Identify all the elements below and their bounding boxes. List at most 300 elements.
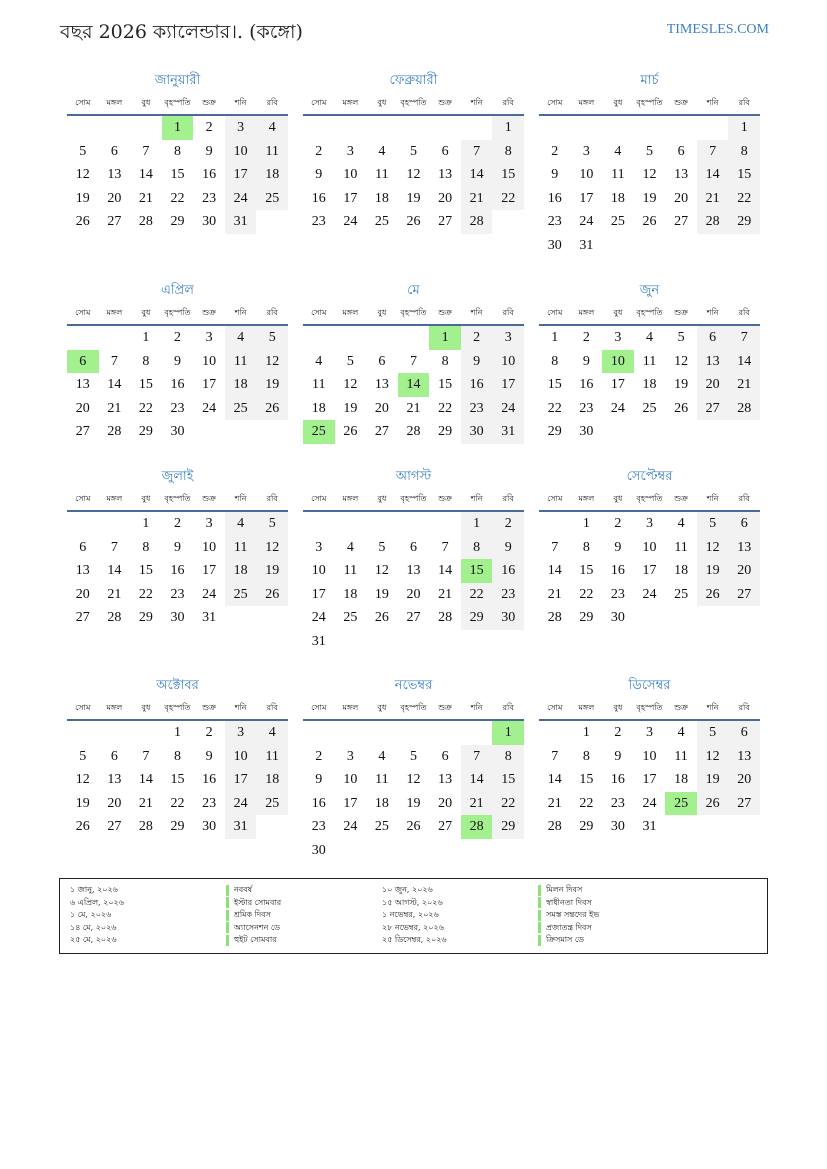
day-cell[interactable]: 8 xyxy=(582,748,590,764)
day-cell[interactable]: 12 xyxy=(406,167,421,182)
day-cell[interactable]: 27 xyxy=(75,424,90,439)
day-cell[interactable]: 14 xyxy=(398,373,430,397)
day-cell[interactable]: 16 xyxy=(547,190,562,206)
day-cell[interactable]: 1 xyxy=(429,326,461,350)
day-cell[interactable]: 24 xyxy=(642,586,657,602)
day-cell[interactable]: 1 xyxy=(551,330,559,345)
day-cell[interactable]: 7 xyxy=(461,745,493,769)
day-cell[interactable]: 14 xyxy=(138,167,153,182)
brand-link[interactable]: TIMESLES.COM xyxy=(666,22,769,37)
day-cell[interactable]: 29 xyxy=(170,819,185,834)
day-cell[interactable]: 10 xyxy=(492,350,524,374)
day-cell[interactable]: 10 xyxy=(343,772,358,787)
day-cell[interactable]: 3 xyxy=(315,539,323,555)
day-cell[interactable]: 22 xyxy=(138,400,153,416)
day-cell[interactable]: 18 xyxy=(374,795,389,811)
day-cell[interactable]: 30 xyxy=(492,606,524,630)
day-cell[interactable]: 25 xyxy=(256,187,288,211)
day-cell[interactable]: 22 xyxy=(728,187,760,211)
day-cell[interactable]: 25 xyxy=(303,420,335,444)
day-cell[interactable]: 6 xyxy=(677,143,685,159)
day-cell[interactable]: 24 xyxy=(202,586,217,602)
day-cell[interactable]: 26 xyxy=(642,214,657,229)
day-cell[interactable]: 13 xyxy=(728,536,760,560)
day-cell[interactable]: 18 xyxy=(610,190,625,206)
day-cell[interactable]: 3 xyxy=(346,143,354,159)
day-cell[interactable]: 2 xyxy=(614,516,622,531)
day-cell[interactable]: 6 xyxy=(697,326,729,350)
day-cell[interactable]: 1 xyxy=(461,512,493,536)
day-cell[interactable]: 21 xyxy=(547,586,562,602)
day-cell[interactable]: 3 xyxy=(225,116,257,140)
day-cell[interactable]: 19 xyxy=(674,377,689,392)
day-cell[interactable]: 17 xyxy=(492,373,524,397)
day-cell[interactable]: 31 xyxy=(311,633,326,649)
day-cell[interactable]: 22 xyxy=(438,400,453,416)
day-cell[interactable]: 26 xyxy=(697,792,729,816)
day-cell[interactable]: 1 xyxy=(142,516,150,531)
day-cell[interactable]: 15 xyxy=(138,377,153,392)
day-cell[interactable]: 14 xyxy=(438,563,453,578)
day-cell[interactable]: 31 xyxy=(225,815,257,839)
day-cell[interactable]: 16 xyxy=(579,377,594,392)
day-cell[interactable]: 12 xyxy=(697,745,729,769)
day-cell[interactable]: 24 xyxy=(202,400,217,416)
day-cell[interactable]: 16 xyxy=(202,167,217,182)
day-cell[interactable]: 1 xyxy=(173,725,181,740)
day-cell[interactable]: 13 xyxy=(728,745,760,769)
day-cell[interactable]: 25 xyxy=(343,610,358,625)
day-cell[interactable]: 17 xyxy=(579,190,594,206)
day-cell[interactable]: 21 xyxy=(138,190,153,206)
day-cell[interactable]: 23 xyxy=(461,397,493,421)
day-cell[interactable]: 18 xyxy=(225,373,257,397)
day-cell[interactable]: 8 xyxy=(728,140,760,164)
day-cell[interactable]: 25 xyxy=(225,397,257,421)
day-cell[interactable]: 8 xyxy=(173,143,181,159)
day-cell[interactable]: 25 xyxy=(256,792,288,816)
day-cell[interactable]: 22 xyxy=(579,586,594,602)
day-cell[interactable]: 22 xyxy=(170,190,185,206)
day-cell[interactable]: 15 xyxy=(728,163,760,187)
day-cell[interactable]: 24 xyxy=(642,795,657,811)
day-cell[interactable]: 20 xyxy=(728,768,760,792)
day-cell[interactable]: 30 xyxy=(610,819,625,834)
day-cell[interactable]: 7 xyxy=(142,748,150,764)
day-cell[interactable]: 8 xyxy=(492,140,524,164)
day-cell[interactable]: 10 xyxy=(343,167,358,182)
day-cell[interactable]: 14 xyxy=(728,350,760,374)
day-cell[interactable]: 7 xyxy=(461,140,493,164)
day-cell[interactable]: 15 xyxy=(492,768,524,792)
day-cell[interactable]: 15 xyxy=(170,772,185,787)
day-cell[interactable]: 29 xyxy=(579,610,594,625)
day-cell[interactable]: 23 xyxy=(311,819,326,834)
day-cell[interactable]: 17 xyxy=(642,563,657,578)
day-cell[interactable]: 24 xyxy=(610,400,625,416)
day-cell[interactable]: 5 xyxy=(697,512,729,536)
day-cell[interactable]: 3 xyxy=(492,326,524,350)
day-cell[interactable]: 23 xyxy=(610,586,625,602)
day-cell[interactable]: 30 xyxy=(579,424,594,439)
day-cell[interactable]: 13 xyxy=(438,167,453,182)
day-cell[interactable]: 6 xyxy=(110,748,118,764)
day-cell[interactable]: 30 xyxy=(547,237,562,253)
day-cell[interactable]: 21 xyxy=(107,586,122,602)
day-cell[interactable]: 17 xyxy=(642,772,657,787)
day-cell[interactable]: 9 xyxy=(582,353,590,369)
day-cell[interactable]: 20 xyxy=(107,795,122,811)
day-cell[interactable]: 18 xyxy=(374,190,389,206)
day-cell[interactable]: 31 xyxy=(642,819,657,834)
day-cell[interactable]: 20 xyxy=(697,373,729,397)
day-cell[interactable]: 3 xyxy=(346,748,354,764)
day-cell[interactable]: 24 xyxy=(492,397,524,421)
day-cell[interactable]: 4 xyxy=(677,516,685,531)
day-cell[interactable]: 11 xyxy=(611,167,625,182)
day-cell[interactable]: 19 xyxy=(75,190,90,206)
day-cell[interactable]: 4 xyxy=(645,330,653,345)
day-cell[interactable]: 6 xyxy=(409,539,417,555)
day-cell[interactable]: 27 xyxy=(75,610,90,625)
day-cell[interactable]: 18 xyxy=(674,772,689,787)
day-cell[interactable]: 29 xyxy=(138,424,153,439)
day-cell[interactable]: 14 xyxy=(461,163,493,187)
day-cell[interactable]: 22 xyxy=(492,792,524,816)
day-cell[interactable]: 7 xyxy=(551,539,559,555)
day-cell[interactable]: 3 xyxy=(614,330,622,345)
day-cell[interactable]: 14 xyxy=(138,772,153,787)
day-cell[interactable]: 18 xyxy=(225,559,257,583)
day-cell[interactable]: 12 xyxy=(674,353,689,369)
day-cell[interactable]: 19 xyxy=(256,559,288,583)
day-cell[interactable]: 5 xyxy=(409,143,417,159)
day-cell[interactable]: 9 xyxy=(614,539,622,555)
day-cell[interactable]: 4 xyxy=(614,143,622,159)
day-cell[interactable]: 23 xyxy=(311,214,326,229)
day-cell[interactable]: 12 xyxy=(256,536,288,560)
day-cell[interactable]: 4 xyxy=(378,748,386,764)
day-cell[interactable]: 9 xyxy=(315,167,323,182)
day-cell[interactable]: 19 xyxy=(343,400,358,416)
day-cell[interactable]: 25 xyxy=(610,214,625,229)
day-cell[interactable]: 11 xyxy=(312,377,326,392)
day-cell[interactable]: 3 xyxy=(205,516,213,531)
day-cell[interactable]: 25 xyxy=(665,792,697,816)
day-cell[interactable]: 6 xyxy=(728,721,760,745)
day-cell[interactable]: 20 xyxy=(107,190,122,206)
day-cell[interactable]: 26 xyxy=(256,397,288,421)
day-cell[interactable]: 11 xyxy=(225,536,257,560)
day-cell[interactable]: 14 xyxy=(107,563,122,578)
day-cell[interactable]: 20 xyxy=(438,795,453,811)
day-cell[interactable]: 25 xyxy=(674,586,689,602)
day-cell[interactable]: 11 xyxy=(343,563,358,578)
day-cell[interactable]: 9 xyxy=(492,536,524,560)
day-cell[interactable]: 23 xyxy=(170,400,185,416)
day-cell[interactable]: 20 xyxy=(75,586,90,602)
day-cell[interactable]: 2 xyxy=(582,330,590,345)
day-cell[interactable]: 10 xyxy=(202,353,217,369)
day-cell[interactable]: 7 xyxy=(142,143,150,159)
day-cell[interactable]: 5 xyxy=(409,748,417,764)
day-cell[interactable]: 20 xyxy=(438,190,453,206)
day-cell[interactable]: 15 xyxy=(138,563,153,578)
day-cell[interactable]: 27 xyxy=(697,397,729,421)
day-cell[interactable]: 10 xyxy=(311,563,326,578)
day-cell[interactable]: 11 xyxy=(375,167,389,182)
day-cell[interactable]: 1 xyxy=(492,116,524,140)
day-cell[interactable]: 28 xyxy=(138,819,153,834)
day-cell[interactable]: 25 xyxy=(642,400,657,416)
day-cell[interactable]: 27 xyxy=(406,610,421,625)
day-cell[interactable]: 26 xyxy=(343,424,358,439)
day-cell[interactable]: 26 xyxy=(697,583,729,607)
day-cell[interactable]: 31 xyxy=(202,610,217,625)
day-cell[interactable]: 21 xyxy=(728,373,760,397)
day-cell[interactable]: 18 xyxy=(311,400,326,416)
day-cell[interactable]: 6 xyxy=(67,350,99,374)
day-cell[interactable]: 21 xyxy=(406,400,421,416)
day-cell[interactable]: 18 xyxy=(642,377,657,392)
day-cell[interactable]: 17 xyxy=(202,563,217,578)
day-cell[interactable]: 14 xyxy=(107,377,122,392)
day-cell[interactable]: 4 xyxy=(256,116,288,140)
day-cell[interactable]: 20 xyxy=(374,400,389,416)
day-cell[interactable]: 2 xyxy=(492,512,524,536)
day-cell[interactable]: 4 xyxy=(225,512,257,536)
day-cell[interactable]: 23 xyxy=(202,795,217,811)
day-cell[interactable]: 23 xyxy=(579,400,594,416)
day-cell[interactable]: 13 xyxy=(697,350,729,374)
day-cell[interactable]: 5 xyxy=(256,512,288,536)
day-cell[interactable]: 21 xyxy=(461,792,493,816)
day-cell[interactable]: 2 xyxy=(205,120,213,135)
day-cell[interactable]: 7 xyxy=(697,140,729,164)
day-cell[interactable]: 9 xyxy=(205,143,213,159)
day-cell[interactable]: 2 xyxy=(315,748,323,764)
day-cell[interactable]: 5 xyxy=(697,721,729,745)
day-cell[interactable]: 7 xyxy=(728,326,760,350)
day-cell[interactable]: 11 xyxy=(674,539,688,555)
day-cell[interactable]: 30 xyxy=(202,819,217,834)
day-cell[interactable]: 20 xyxy=(406,586,421,602)
day-cell[interactable]: 2 xyxy=(173,516,181,531)
day-cell[interactable]: 13 xyxy=(75,377,90,392)
day-cell[interactable]: 7 xyxy=(441,539,449,555)
day-cell[interactable]: 11 xyxy=(642,353,657,369)
day-cell[interactable]: 27 xyxy=(728,583,760,607)
day-cell[interactable]: 27 xyxy=(674,214,689,229)
day-cell[interactable]: 22 xyxy=(547,400,562,416)
day-cell[interactable]: 13 xyxy=(406,563,421,578)
day-cell[interactable]: 19 xyxy=(642,190,657,206)
day-cell[interactable]: 14 xyxy=(461,768,493,792)
day-cell[interactable]: 26 xyxy=(75,819,90,834)
day-cell[interactable]: 28 xyxy=(107,424,122,439)
day-cell[interactable]: 5 xyxy=(79,748,87,764)
day-cell[interactable]: 5 xyxy=(79,143,87,159)
day-cell[interactable]: 15 xyxy=(461,559,493,583)
day-cell[interactable]: 10 xyxy=(642,539,657,555)
day-cell[interactable]: 20 xyxy=(75,400,90,416)
day-cell[interactable]: 19 xyxy=(374,586,389,602)
day-cell[interactable]: 8 xyxy=(142,353,150,369)
day-cell[interactable]: 24 xyxy=(311,610,326,625)
day-cell[interactable]: 27 xyxy=(374,424,389,439)
day-cell[interactable]: 8 xyxy=(551,353,559,369)
day-cell[interactable]: 26 xyxy=(256,583,288,607)
day-cell[interactable]: 7 xyxy=(551,748,559,764)
day-cell[interactable]: 9 xyxy=(551,167,559,182)
day-cell[interactable]: 6 xyxy=(441,143,449,159)
day-cell[interactable]: 27 xyxy=(107,819,122,834)
day-cell[interactable]: 24 xyxy=(343,214,358,229)
day-cell[interactable]: 4 xyxy=(225,326,257,350)
day-cell[interactable]: 20 xyxy=(674,190,689,206)
day-cell[interactable]: 22 xyxy=(170,795,185,811)
day-cell[interactable]: 9 xyxy=(461,350,493,374)
day-cell[interactable]: 15 xyxy=(579,563,594,578)
day-cell[interactable]: 5 xyxy=(378,539,386,555)
day-cell[interactable]: 21 xyxy=(107,400,122,416)
day-cell[interactable]: 28 xyxy=(406,424,421,439)
day-cell[interactable]: 3 xyxy=(205,330,213,345)
day-cell[interactable]: 29 xyxy=(547,424,562,439)
day-cell[interactable]: 19 xyxy=(406,795,421,811)
day-cell[interactable]: 2 xyxy=(205,725,213,740)
day-cell[interactable]: 30 xyxy=(170,610,185,625)
day-cell[interactable]: 10 xyxy=(602,350,634,374)
day-cell[interactable]: 2 xyxy=(551,143,559,159)
day-cell[interactable]: 28 xyxy=(728,397,760,421)
day-cell[interactable]: 12 xyxy=(256,350,288,374)
day-cell[interactable]: 8 xyxy=(461,536,493,560)
day-cell[interactable]: 2 xyxy=(614,725,622,740)
day-cell[interactable]: 18 xyxy=(674,563,689,578)
day-cell[interactable]: 2 xyxy=(173,330,181,345)
day-cell[interactable]: 19 xyxy=(406,190,421,206)
day-cell[interactable]: 29 xyxy=(728,210,760,234)
day-cell[interactable]: 29 xyxy=(579,819,594,834)
day-cell[interactable]: 22 xyxy=(461,583,493,607)
day-cell[interactable]: 16 xyxy=(170,563,185,578)
day-cell[interactable]: 17 xyxy=(311,586,326,602)
day-cell[interactable]: 5 xyxy=(677,330,685,345)
day-cell[interactable]: 11 xyxy=(256,140,288,164)
day-cell[interactable]: 7 xyxy=(110,353,118,369)
day-cell[interactable]: 29 xyxy=(170,214,185,229)
day-cell[interactable]: 4 xyxy=(256,721,288,745)
day-cell[interactable]: 19 xyxy=(697,768,729,792)
day-cell[interactable]: 1 xyxy=(162,116,194,140)
day-cell[interactable]: 17 xyxy=(610,377,625,392)
day-cell[interactable]: 4 xyxy=(315,353,323,369)
day-cell[interactable]: 12 xyxy=(75,772,90,787)
day-cell[interactable]: 14 xyxy=(697,163,729,187)
day-cell[interactable]: 21 xyxy=(547,795,562,811)
day-cell[interactable]: 15 xyxy=(579,772,594,787)
day-cell[interactable]: 31 xyxy=(225,210,257,234)
day-cell[interactable]: 29 xyxy=(492,815,524,839)
day-cell[interactable]: 9 xyxy=(173,539,181,555)
day-cell[interactable]: 4 xyxy=(346,539,354,555)
day-cell[interactable]: 16 xyxy=(170,377,185,392)
day-cell[interactable]: 28 xyxy=(547,819,562,834)
day-cell[interactable]: 10 xyxy=(642,748,657,764)
day-cell[interactable]: 23 xyxy=(170,586,185,602)
day-cell[interactable]: 27 xyxy=(728,792,760,816)
day-cell[interactable]: 28 xyxy=(697,210,729,234)
day-cell[interactable]: 16 xyxy=(610,772,625,787)
day-cell[interactable]: 19 xyxy=(697,559,729,583)
day-cell[interactable]: 30 xyxy=(170,424,185,439)
day-cell[interactable]: 22 xyxy=(492,187,524,211)
day-cell[interactable]: 11 xyxy=(674,748,688,764)
day-cell[interactable]: 15 xyxy=(170,167,185,182)
day-cell[interactable]: 11 xyxy=(225,350,257,374)
day-cell[interactable]: 19 xyxy=(256,373,288,397)
day-cell[interactable]: 21 xyxy=(438,586,453,602)
day-cell[interactable]: 23 xyxy=(202,190,217,206)
day-cell[interactable]: 30 xyxy=(461,420,493,444)
day-cell[interactable]: 16 xyxy=(202,772,217,787)
day-cell[interactable]: 6 xyxy=(110,143,118,159)
day-cell[interactable]: 19 xyxy=(75,795,90,811)
day-cell[interactable]: 18 xyxy=(343,586,358,602)
day-cell[interactable]: 15 xyxy=(547,377,562,392)
day-cell[interactable]: 4 xyxy=(378,143,386,159)
day-cell[interactable]: 10 xyxy=(202,539,217,555)
day-cell[interactable]: 29 xyxy=(438,424,453,439)
day-cell[interactable]: 25 xyxy=(225,583,257,607)
day-cell[interactable]: 22 xyxy=(579,795,594,811)
day-cell[interactable]: 17 xyxy=(225,768,257,792)
day-cell[interactable]: 7 xyxy=(110,539,118,555)
day-cell[interactable]: 6 xyxy=(728,512,760,536)
day-cell[interactable]: 26 xyxy=(406,819,421,834)
day-cell[interactable]: 30 xyxy=(202,214,217,229)
day-cell[interactable]: 26 xyxy=(75,214,90,229)
day-cell[interactable]: 23 xyxy=(610,795,625,811)
day-cell[interactable]: 20 xyxy=(728,559,760,583)
day-cell[interactable]: 13 xyxy=(75,563,90,578)
day-cell[interactable]: 31 xyxy=(492,420,524,444)
day-cell[interactable]: 17 xyxy=(343,795,358,811)
day-cell[interactable]: 4 xyxy=(677,725,685,740)
day-cell[interactable]: 3 xyxy=(645,725,653,740)
day-cell[interactable]: 24 xyxy=(225,792,257,816)
day-cell[interactable]: 1 xyxy=(582,725,590,740)
day-cell[interactable]: 15 xyxy=(492,163,524,187)
day-cell[interactable]: 29 xyxy=(461,606,493,630)
day-cell[interactable]: 16 xyxy=(311,190,326,206)
day-cell[interactable]: 3 xyxy=(645,516,653,531)
day-cell[interactable]: 28 xyxy=(547,610,562,625)
day-cell[interactable]: 22 xyxy=(138,586,153,602)
day-cell[interactable]: 16 xyxy=(461,373,493,397)
day-cell[interactable]: 21 xyxy=(461,187,493,211)
day-cell[interactable]: 28 xyxy=(461,210,493,234)
day-cell[interactable]: 17 xyxy=(225,163,257,187)
day-cell[interactable]: 13 xyxy=(107,772,122,787)
day-cell[interactable]: 13 xyxy=(107,167,122,182)
day-cell[interactable]: 9 xyxy=(173,353,181,369)
day-cell[interactable]: 5 xyxy=(645,143,653,159)
day-cell[interactable]: 26 xyxy=(674,400,689,416)
day-cell[interactable]: 8 xyxy=(441,353,449,369)
day-cell[interactable]: 11 xyxy=(375,772,389,787)
